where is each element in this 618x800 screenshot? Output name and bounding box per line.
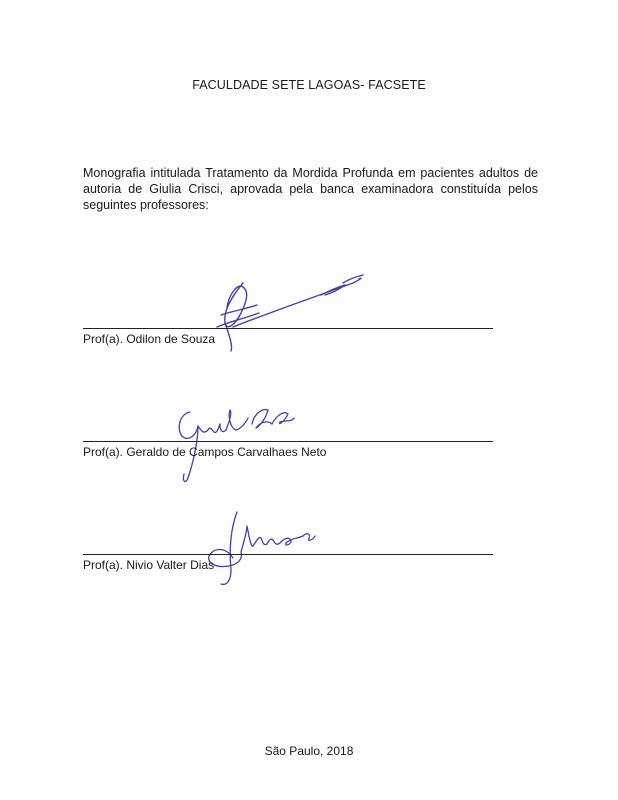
signature-line-1 bbox=[83, 328, 493, 329]
signatory-name-2: Prof(a). Geraldo de Campos Carvalhaes Neto bbox=[83, 445, 327, 459]
place-and-date: São Paulo, 2018 bbox=[264, 744, 354, 758]
institution-title: FACULDADE SETE LAGOAS- FACSETE bbox=[192, 78, 426, 92]
signatory-name-3: Prof(a). Nivio Valter Dias bbox=[83, 558, 215, 572]
signature-line-2 bbox=[83, 441, 493, 442]
handwritten-signature-3 bbox=[203, 508, 343, 588]
signature-line-3 bbox=[83, 554, 493, 555]
approval-statement: Monografia intitulada Tratamento da Mordida Profunda em pacientes adultos de autoria de Giulia Crisci, aprovada pela banca examinadora constituída pelos seguintes professores: bbox=[83, 166, 538, 212]
signatory-name-1: Prof(a). Odilon de Souza bbox=[83, 332, 216, 346]
handwritten-signature-1 bbox=[203, 265, 403, 355]
